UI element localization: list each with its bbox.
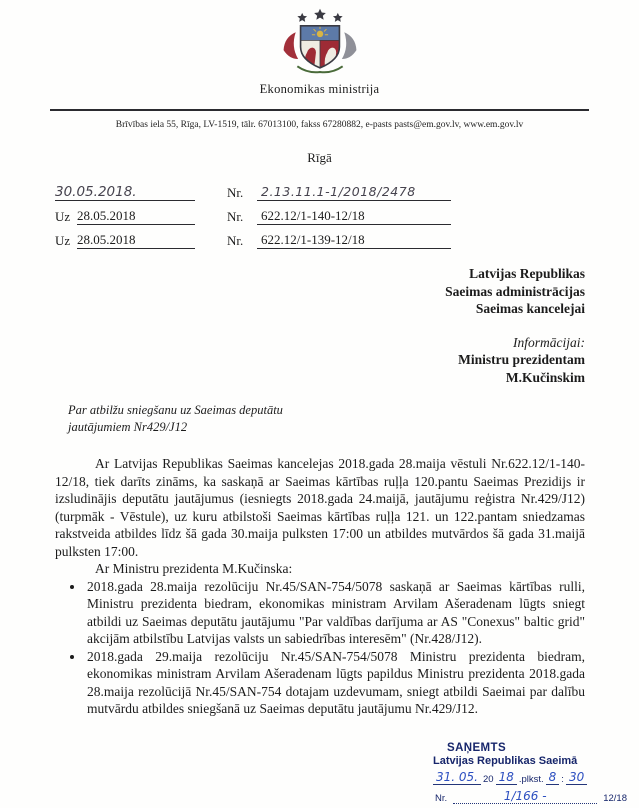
incoming-number-2: 622.12/1-139-12/18	[257, 232, 451, 249]
nr-label: Nr.	[227, 209, 244, 224]
incoming-date-1: 28.05.2018	[77, 208, 195, 225]
city-line: Rīgā	[307, 150, 332, 165]
letterhead-divider	[50, 109, 589, 111]
stamp-reg-number-handwritten: 1/166 -	[453, 789, 597, 804]
incoming-number-1: 622.12/1-140-12/18	[257, 208, 451, 225]
stamp-number-suffix: 12/18	[603, 793, 627, 804]
latvia-coat-of-arms-icon	[270, 8, 370, 76]
stamp-year-handwritten: 18	[496, 770, 517, 785]
stamp-subtitle: Latvijas Republikas Saeimā	[433, 755, 578, 767]
recipient-line: Saeimas administrācijas	[445, 283, 585, 299]
subject-line: Par atbilžu sniegšanu uz Saeimas deputātu jautājumiem Nr429/J12	[68, 403, 283, 434]
nr-label: Nr.	[227, 233, 244, 248]
paragraph-2: Ar Ministru prezidenta M.Kučinska:	[95, 561, 293, 576]
stamp-title: SAŅEMTS	[447, 742, 507, 754]
received-stamp	[433, 742, 629, 804]
incoming-date-2: 28.05.2018	[77, 232, 195, 249]
stamp-number-line	[433, 789, 629, 804]
bullet-list	[55, 578, 585, 718]
info-label: Informācijai:	[513, 334, 585, 350]
outgoing-number-handwritten: 2.13.11.1-1/2018/2478	[257, 184, 451, 201]
bullet-item: • 2018.gada 29.maija rezolūciju Nr.45/SAN-754/5078 Ministru prezidenta biedram, ekonomikas ministram Arvilam Ašeradenam lūgts papildus Ministru prezidenta 2018.gada 28.maija rezolūcijā Nr.45/SAN-754 dotajam uzdevumam, sniegt atbildi Saeimai par dalību mutvārdu atbildes sniegšanā uz Saeimas deputātu jautājumu Nr.429/J12.	[85, 648, 585, 718]
uz-label: Uz	[55, 209, 71, 224]
stamp-colon: :	[561, 774, 564, 785]
info-recipient-line: Ministru prezidentam	[458, 352, 585, 367]
ministry-name: Ekonomikas ministrija	[259, 82, 380, 96]
ministry-address: Brīvības iela 55, Rīga, LV-1519, tālr. 67013100, fakss 67280882, e-pasts pasts@em.gov.lv, www.em.gov.lv	[115, 120, 524, 130]
reference-row-outgoing	[55, 184, 585, 201]
nr-label: Nr.	[227, 185, 244, 200]
reference-block	[55, 184, 585, 249]
bullet-item: • 2018.gada 28.maija rezolūciju Nr.45/SAN-754/5078 saskaņā ar Saeimas kārtības rulli, Ministru prezidenta biedram, ekonomikas ministram Arvilam Ašeradenam lūgts sniegt atbildi uz Saeimas deputātu jautājumu "Par valdības darījuma ar AS "Conexus" baltic grid" akcijām atbilstību Latvijas valsts un sabiedrības interesēm" (Nr.428/J12).	[85, 578, 585, 648]
info-block	[0, 334, 585, 387]
stamp-hour-handwritten: 8	[546, 770, 560, 785]
stamp-date-line	[433, 770, 629, 785]
stamp-minute-handwritten: 30	[566, 770, 587, 785]
stamp-plkst-label: .plkst.	[518, 774, 544, 785]
recipient-block	[0, 265, 585, 318]
reference-row-2	[55, 232, 585, 249]
recipient-line: Latvijas Republikas	[469, 266, 585, 281]
recipient-line: Saeimas kancelejai	[475, 301, 585, 316]
stamp-date-handwritten: 31. 05.	[433, 770, 481, 785]
coat-of-arms	[270, 8, 370, 81]
letterhead	[0, 0, 639, 97]
stamp-year-prefix: 20	[482, 774, 494, 785]
outgoing-date-handwritten: 30.05.2018.	[55, 184, 195, 201]
reference-row-1	[55, 208, 585, 225]
info-recipient-line: M.Kučinskim	[505, 369, 585, 385]
uz-label: Uz	[55, 233, 71, 248]
paragraph-1: Ar Latvijas Republikas Saeimas kancelejas 2018.gada 28.maija vēstuli Nr.622.12/1-140-12/18, tiek darīts zināms, ka saskaņā ar Saeimas kārtības ruļļa 120.pantu Saeimas Prezidijs ir izsludinājis deputātu jautājumus (iesniegts 2018.gada 24.maijā, jautājumu reģistra Nr.429/J12) (turpmāk - Vēstule), uz kuru atbilstoši Saeimas kārtības ruļļa 121. un 122.pantam sniedzamas rakstveida atbildes līdz šā gada 30.maija pulksten 17:00 un atbildes mutvārdos šā gada 31.maijā pulksten 17:00.	[55, 456, 585, 559]
letter-body	[55, 455, 585, 718]
stamp-nr-label: Nr.	[435, 793, 448, 804]
